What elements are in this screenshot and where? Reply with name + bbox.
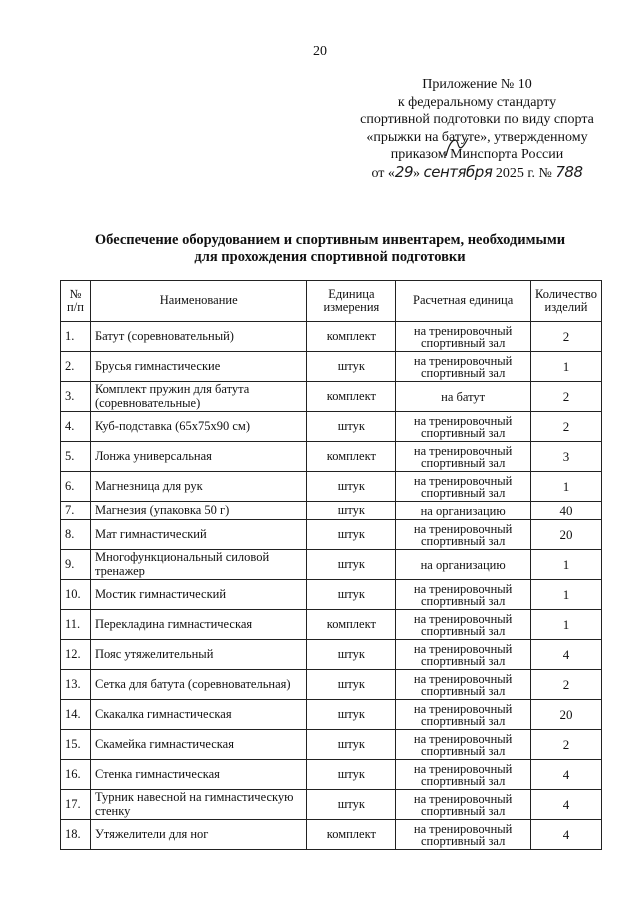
row-name: Батут (соревновательный) — [90, 322, 306, 352]
header-name — [90, 281, 306, 322]
title-line: Обеспечение оборудованием и спортивным инвентарем, необходимыми — [94, 232, 566, 248]
row-calc-unit: на организацию — [396, 550, 531, 580]
row-number: 2. — [61, 352, 91, 382]
row-quantity: 1 — [531, 472, 602, 502]
table-row — [61, 700, 602, 730]
table-row — [61, 352, 602, 382]
row-quantity: 2 — [531, 322, 602, 352]
table-row — [61, 472, 602, 502]
row-quantity: 2 — [531, 670, 602, 700]
row-quantity: 4 — [531, 790, 602, 820]
signature-mark — [442, 134, 472, 160]
row-name: Перекладина гимнастическая — [90, 610, 306, 640]
row-quantity: 3 — [531, 442, 602, 472]
row-calc-unit: на тренировочный спортивный зал — [396, 760, 531, 790]
table-body — [61, 322, 602, 850]
header-calc-text: Расчетная единица — [413, 293, 514, 308]
row-number: 5. — [61, 442, 91, 472]
row-calc-unit: на тренировочный спортивный зал — [396, 790, 531, 820]
row-number: 7. — [61, 502, 91, 520]
date-separator: » — [413, 165, 424, 181]
approval-line: приказом Минспорта России — [390, 147, 564, 162]
row-calc-unit: на батут — [396, 382, 531, 412]
row-calc-unit: на тренировочный спортивный зал — [396, 472, 531, 502]
table-row — [61, 580, 602, 610]
doc-number-handwritten: 788 — [555, 162, 583, 181]
date-year: 2025 г. № — [492, 165, 556, 181]
approval-line: спортивной подготовки по виду спорта — [360, 112, 594, 127]
row-name: Турник навесной на гимнастическую стенку — [90, 790, 306, 820]
date-day-handwritten: 29 — [394, 162, 413, 181]
row-quantity: 1 — [531, 610, 602, 640]
row-calc-unit: на тренировочный спортивный зал — [396, 640, 531, 670]
row-unit: комплект — [307, 610, 396, 640]
header-unit-text: Единица измерения — [323, 286, 380, 314]
row-name: Магнезия (упаковка 50 г) — [90, 502, 306, 520]
row-unit: комплект — [307, 382, 396, 412]
table-row — [61, 670, 602, 700]
table-row — [61, 520, 602, 550]
header-calc — [396, 281, 531, 322]
header-unit — [307, 281, 396, 322]
header-num-text: № п/п — [67, 286, 84, 314]
date-prefix: от « — [371, 165, 395, 181]
row-calc-unit: на тренировочный спортивный зал — [396, 730, 531, 760]
row-unit: штук — [307, 472, 396, 502]
row-quantity: 20 — [531, 700, 602, 730]
row-number: 10. — [61, 580, 91, 610]
row-unit: штук — [307, 550, 396, 580]
row-calc-unit: на тренировочный спортивный зал — [396, 412, 531, 442]
row-unit: штук — [307, 502, 396, 520]
header-num — [61, 281, 91, 322]
row-name: Брусья гимнастические — [90, 352, 306, 382]
row-calc-unit: на тренировочный спортивный зал — [396, 670, 531, 700]
page-number: 20 — [313, 44, 327, 59]
row-quantity: 1 — [531, 352, 602, 382]
row-calc-unit: на тренировочный спортивный зал — [396, 322, 531, 352]
row-quantity: 2 — [531, 412, 602, 442]
row-number: 12. — [61, 640, 91, 670]
row-unit: штук — [307, 412, 396, 442]
row-unit: комплект — [307, 820, 396, 850]
table-row — [61, 730, 602, 760]
approval-line: к федеральному стандарту — [397, 94, 557, 110]
title-line: для прохождения спортивной подготовки — [194, 249, 466, 265]
row-quantity: 2 — [531, 382, 602, 412]
row-unit: штук — [307, 520, 396, 550]
row-number: 8. — [61, 520, 91, 550]
row-name: Скакалка гимнастическая — [90, 700, 306, 730]
row-number: 3. — [61, 382, 91, 412]
row-number: 11. — [61, 610, 91, 640]
row-quantity: 4 — [531, 820, 602, 850]
table-row — [61, 382, 602, 412]
row-calc-unit: на тренировочный спортивный зал — [396, 442, 531, 472]
row-name: Магнезница для рук — [90, 472, 306, 502]
row-unit: штук — [307, 580, 396, 610]
row-calc-unit: на тренировочный спортивный зал — [396, 520, 531, 550]
row-unit: штук — [307, 670, 396, 700]
approval-line: «прыжки на батуте», утвержденному — [366, 129, 588, 145]
row-number: 14. — [61, 700, 91, 730]
document-title — [60, 232, 600, 266]
row-name: Комплект пружин для батута (соревновательные) — [90, 382, 306, 412]
row-unit: комплект — [307, 442, 396, 472]
row-name: Мат гимнастический — [90, 520, 306, 550]
table-row — [61, 760, 602, 790]
row-number: 16. — [61, 760, 91, 790]
table-row — [61, 820, 602, 850]
row-name: Стенка гимнастическая — [90, 760, 306, 790]
row-calc-unit: на тренировочный спортивный зал — [396, 352, 531, 382]
table-row — [61, 790, 602, 820]
row-number: 13. — [61, 670, 91, 700]
table-row — [61, 412, 602, 442]
table-row — [61, 610, 602, 640]
row-unit: комплект — [307, 322, 396, 352]
row-unit: штук — [307, 790, 396, 820]
row-unit: штук — [307, 760, 396, 790]
table-row — [61, 640, 602, 670]
row-name: Утяжелители для ног — [90, 820, 306, 850]
row-name: Пояс утяжелительный — [90, 640, 306, 670]
header-name-text: Наименование — [159, 293, 238, 308]
table-row — [61, 550, 602, 580]
row-number: 17. — [61, 790, 91, 820]
approval-line: Приложение № 10 — [422, 77, 532, 92]
row-quantity: 2 — [531, 730, 602, 760]
row-calc-unit: на тренировочный спортивный зал — [396, 610, 531, 640]
table-row — [61, 442, 602, 472]
table-row — [61, 322, 602, 352]
row-name: Куб-подставка (65х75х90 см) — [90, 412, 306, 442]
row-calc-unit: на тренировочный спортивный зал — [396, 580, 531, 610]
row-unit: штук — [307, 640, 396, 670]
row-name: Скамейка гимнастическая — [90, 730, 306, 760]
row-calc-unit: на организацию — [396, 502, 531, 520]
row-quantity: 4 — [531, 640, 602, 670]
header-qty — [531, 281, 602, 322]
row-number: 4. — [61, 412, 91, 442]
row-unit: штук — [307, 730, 396, 760]
table-header-row — [61, 281, 602, 322]
row-name: Лонжа универсальная — [90, 442, 306, 472]
row-unit: штук — [307, 352, 396, 382]
row-quantity: 4 — [531, 760, 602, 790]
row-number: 1. — [61, 322, 91, 352]
row-number: 15. — [61, 730, 91, 760]
date-month-handwritten: сентября — [423, 162, 493, 181]
row-number: 6. — [61, 472, 91, 502]
row-unit: штук — [307, 700, 396, 730]
approval-block — [346, 76, 608, 182]
equipment-table — [60, 280, 602, 850]
row-quantity: 40 — [531, 502, 602, 520]
row-quantity: 1 — [531, 550, 602, 580]
row-calc-unit: на тренировочный спортивный зал — [396, 820, 531, 850]
row-number: 9. — [61, 550, 91, 580]
row-name: Мостик гимнастический — [90, 580, 306, 610]
row-quantity: 1 — [531, 580, 602, 610]
table-row — [61, 502, 602, 520]
row-quantity: 20 — [531, 520, 602, 550]
row-number: 18. — [61, 820, 91, 850]
row-name: Сетка для батута (соревновательная) — [90, 670, 306, 700]
header-qty-text: Количество изделий — [535, 286, 597, 314]
approval-date-line — [346, 164, 608, 183]
row-calc-unit: на тренировочный спортивный зал — [396, 700, 531, 730]
row-name: Многофункциональный силовой тренажер — [90, 550, 306, 580]
